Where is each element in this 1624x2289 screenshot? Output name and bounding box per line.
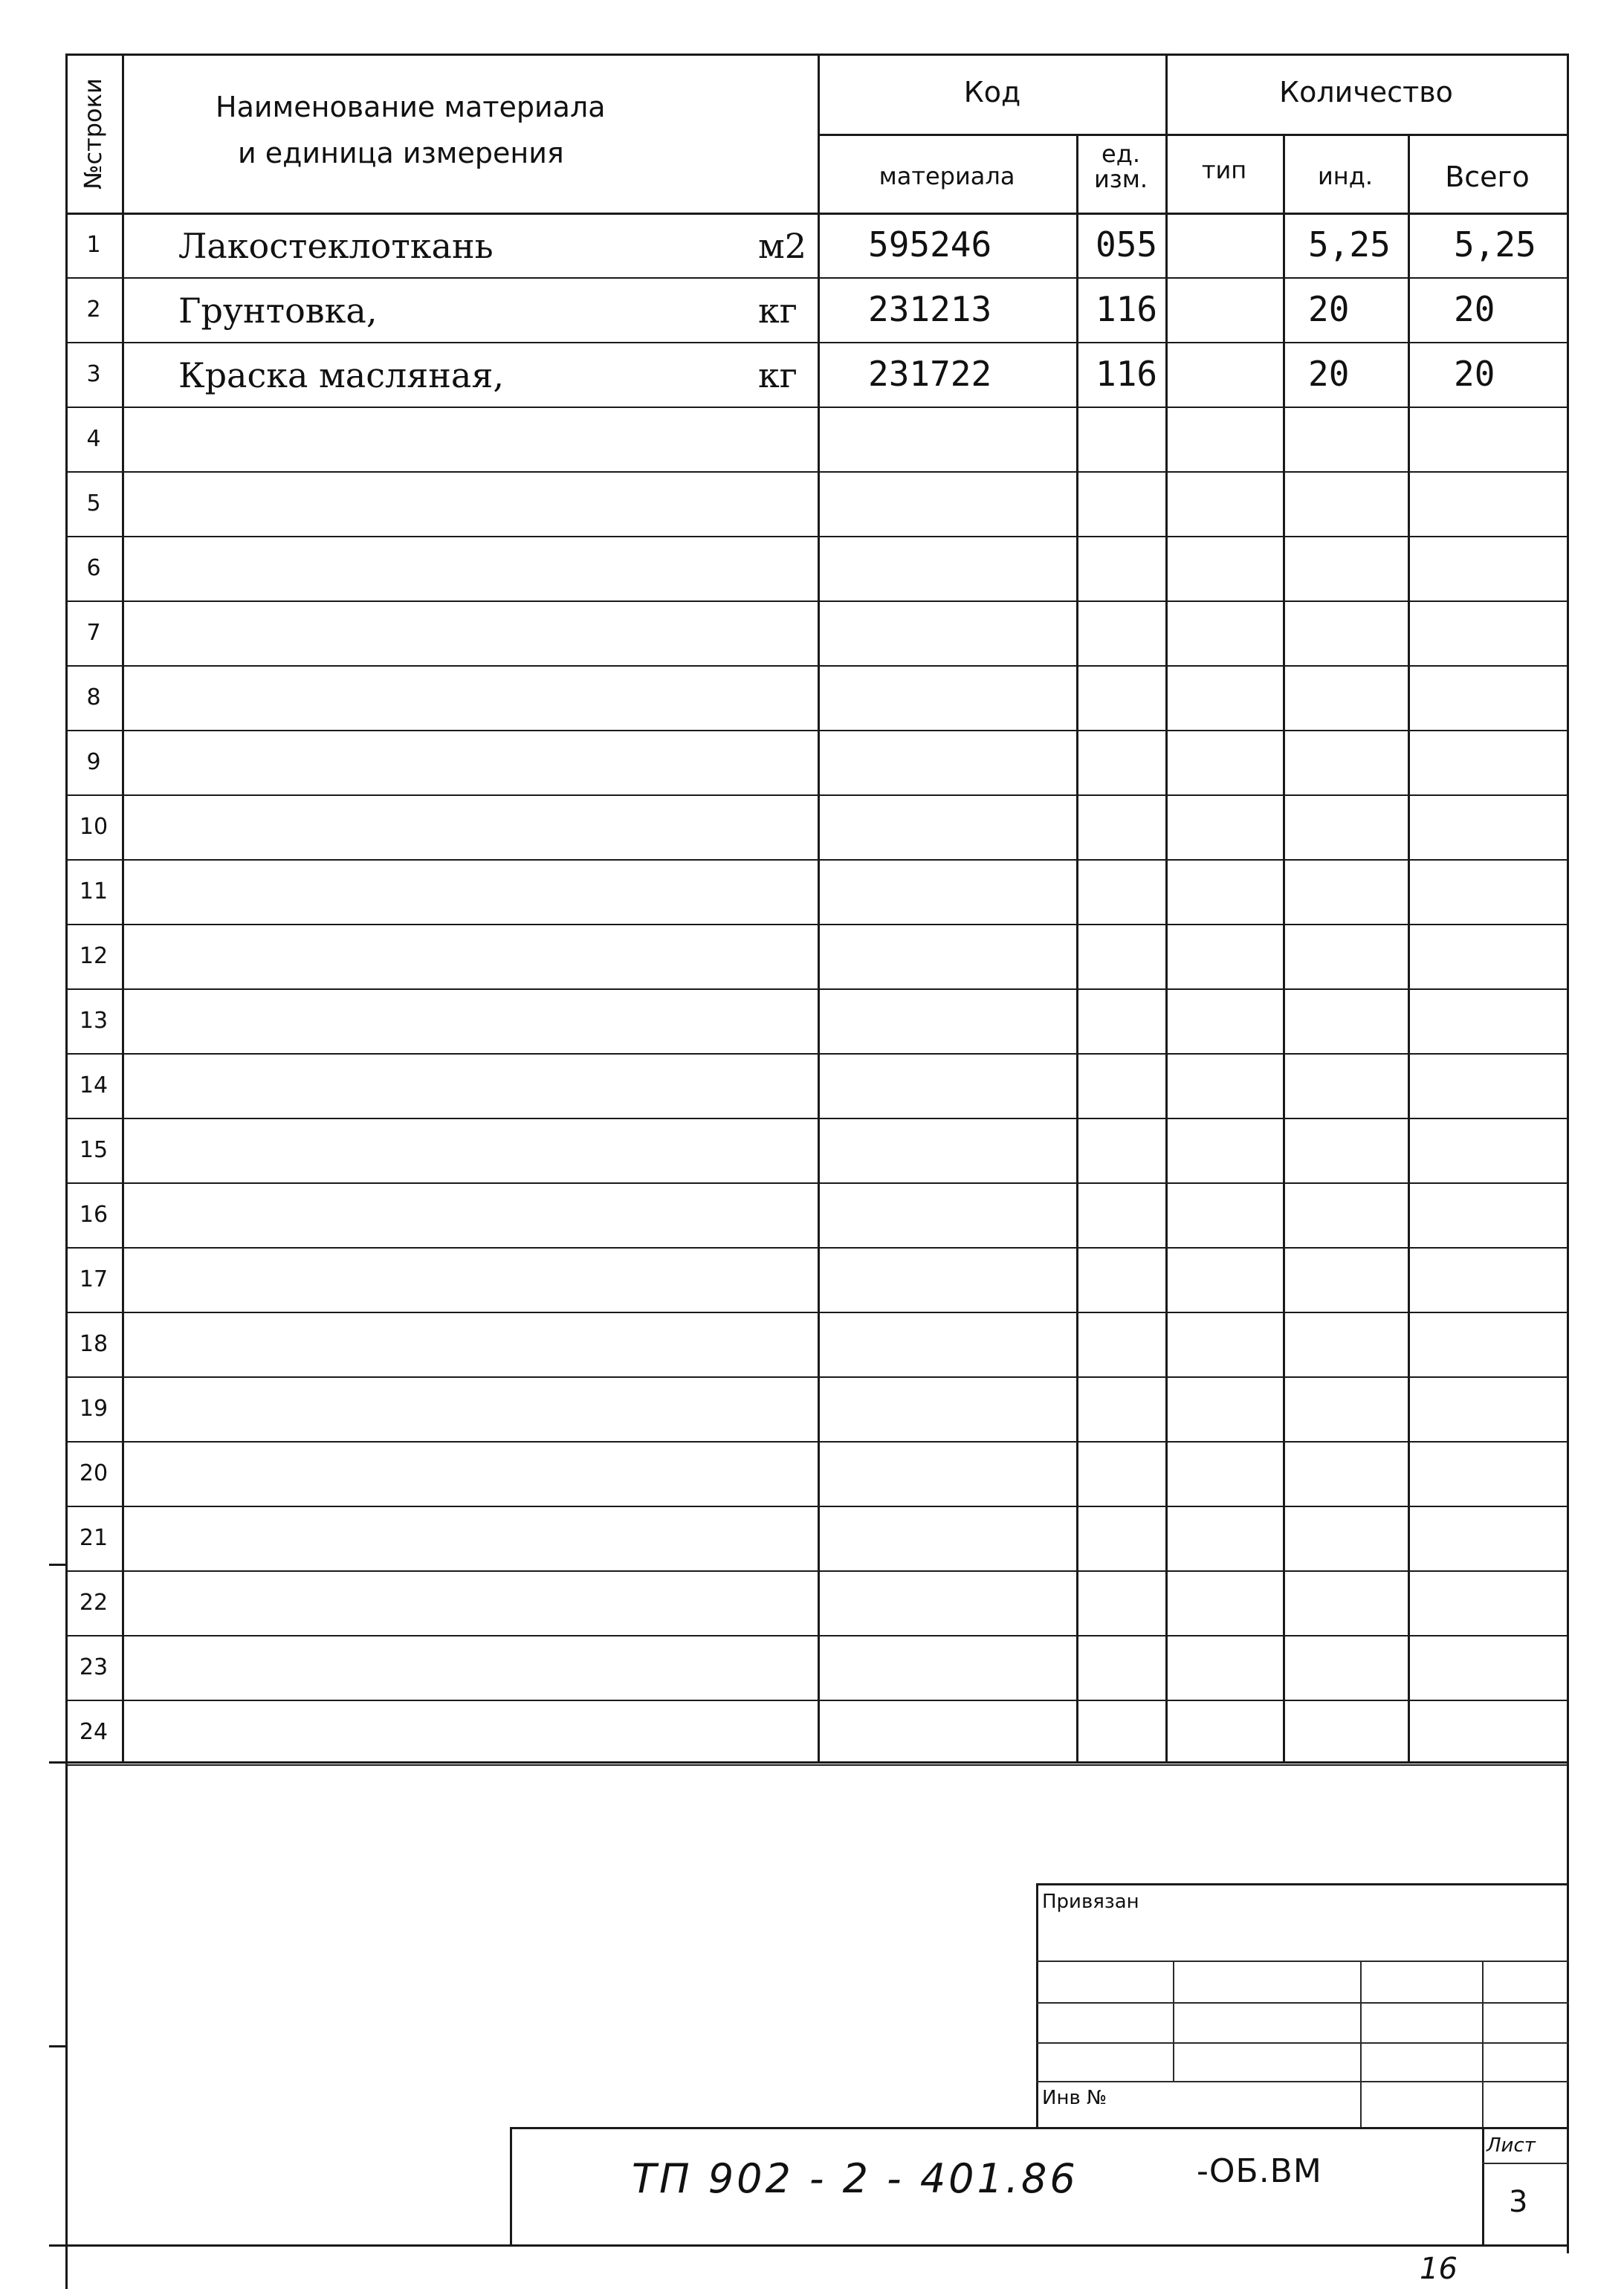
document-designation: ТП 902 - 2 - 401.86 xyxy=(632,2155,1078,2202)
stamp-col-1 xyxy=(1173,1961,1174,2081)
code-divider xyxy=(1076,134,1078,1763)
unit-of-measure: м2 xyxy=(758,226,807,266)
row-separator xyxy=(65,988,1569,990)
page-number: 16 xyxy=(1420,2252,1458,2286)
row-number: 3 xyxy=(86,361,101,387)
row-number: 9 xyxy=(86,749,101,775)
row-number: 23 xyxy=(79,1654,109,1680)
unit-of-measure: кг xyxy=(758,355,798,395)
table-right-border xyxy=(1567,54,1569,2253)
sheet-cell-divider xyxy=(1482,2163,1569,2164)
row-number: 18 xyxy=(79,1331,109,1357)
row-separator xyxy=(65,1312,1569,1313)
title-block-bottom xyxy=(49,2244,1569,2247)
row-separator xyxy=(65,1700,1569,1701)
row-separator xyxy=(65,1764,1569,1766)
margin-tick-bottom xyxy=(49,2045,67,2047)
row-number: 4 xyxy=(86,426,101,452)
row-separator xyxy=(65,407,1569,408)
row-separator xyxy=(65,859,1569,861)
row-separator xyxy=(65,1441,1569,1443)
quantity-ind: 5,25 xyxy=(1308,224,1391,265)
stamp-col-3 xyxy=(1482,1961,1484,2128)
stamp-row-2 xyxy=(1036,2002,1569,2004)
quantity-group-header: Количество xyxy=(1279,76,1453,109)
row-number: 10 xyxy=(79,814,109,840)
row-number: 13 xyxy=(79,1008,109,1034)
row-separator xyxy=(65,1118,1569,1119)
row-separator xyxy=(65,665,1569,667)
row-number: 2 xyxy=(86,297,101,323)
unit-code: 055 xyxy=(1096,224,1158,265)
title-block-left xyxy=(510,2127,512,2246)
stamp-row-3 xyxy=(1036,2042,1569,2044)
row-number: 12 xyxy=(79,943,109,969)
row-number-header: №строки xyxy=(79,78,107,190)
sheet-cell-left xyxy=(1482,2127,1484,2246)
row-separator xyxy=(65,794,1569,796)
row-number: 24 xyxy=(79,1719,109,1745)
material-code-header: материала xyxy=(879,162,1015,190)
row-separator xyxy=(65,730,1569,731)
stamp-row-1 xyxy=(1036,1961,1569,1962)
total-header: Всего xyxy=(1445,161,1530,193)
row-number: 22 xyxy=(79,1590,109,1616)
sheet-label: Лист xyxy=(1486,2134,1536,2157)
stamp-col-2 xyxy=(1360,1961,1362,2128)
quantity-ind: 20 xyxy=(1308,354,1350,394)
table-bottom-line xyxy=(49,1761,1569,1764)
name-header-line1: Наименование материала xyxy=(216,91,606,123)
row-separator xyxy=(65,342,1569,343)
row-number: 17 xyxy=(79,1266,109,1292)
row-separator xyxy=(65,277,1569,279)
row-separator xyxy=(65,536,1569,537)
row-number: 5 xyxy=(86,490,101,517)
quantity-total: 20 xyxy=(1454,289,1495,329)
ind-header: инд. xyxy=(1317,162,1373,190)
header-sub-line xyxy=(818,134,1569,136)
row-separator xyxy=(65,1376,1569,1378)
type-header: тип xyxy=(1201,156,1247,184)
row-separator xyxy=(65,1182,1569,1184)
table-left-border xyxy=(65,54,68,2289)
row-separator xyxy=(65,1053,1569,1055)
margin-tick-top xyxy=(49,1564,67,1566)
quantity-total: 20 xyxy=(1454,354,1495,394)
material-code: 231213 xyxy=(868,289,992,329)
row-number: 8 xyxy=(86,684,101,710)
stamp-attach-left xyxy=(1036,1883,1038,2128)
row-separator xyxy=(65,1635,1569,1636)
row-number: 15 xyxy=(79,1137,109,1163)
code-group-header: Код xyxy=(963,76,1021,109)
row-separator xyxy=(65,1247,1569,1249)
header-bottom-line xyxy=(65,213,1569,215)
sheet-number: 3 xyxy=(1509,2185,1528,2219)
unit-code: 116 xyxy=(1096,354,1158,394)
ind-divider xyxy=(1408,134,1410,1763)
material-name: Грунтовка, xyxy=(178,291,378,331)
stamp-attach-top xyxy=(1036,1883,1569,1885)
unit-code: 116 xyxy=(1096,289,1158,329)
row-number: 20 xyxy=(79,1460,109,1486)
row-number: 6 xyxy=(86,555,101,581)
title-block-top xyxy=(510,2127,1569,2129)
row-separator xyxy=(65,471,1569,473)
row-separator xyxy=(65,1506,1569,1507)
row-number: 11 xyxy=(79,878,109,904)
row-separator xyxy=(65,600,1569,602)
row-number: 21 xyxy=(79,1525,109,1551)
name-header-line2: и единица измерения xyxy=(238,137,564,169)
attached-label: Привязан xyxy=(1042,1891,1139,1913)
inventory-number-label: Инв № xyxy=(1042,2087,1107,2109)
row-number: 19 xyxy=(79,1396,109,1422)
material-name: Краска масляная, xyxy=(178,355,504,395)
material-code: 595246 xyxy=(868,224,992,265)
material-code: 231722 xyxy=(868,354,992,394)
stamp-row-4 xyxy=(1036,2081,1569,2082)
document-suffix: -ОБ.ВМ xyxy=(1197,2152,1322,2190)
row-number: 7 xyxy=(86,620,101,646)
quantity-total: 5,25 xyxy=(1454,224,1536,265)
unit-of-measure: кг xyxy=(758,291,798,331)
row-separator xyxy=(65,1570,1569,1572)
table-top-border xyxy=(65,54,1569,56)
row-number: 14 xyxy=(79,1072,109,1098)
type-divider xyxy=(1283,134,1285,1763)
row-number: 16 xyxy=(79,1202,109,1228)
quantity-ind: 20 xyxy=(1308,289,1350,329)
unit-code-header: ед. изм. xyxy=(1093,140,1148,193)
row-number: 1 xyxy=(86,232,101,258)
row-separator xyxy=(65,924,1569,925)
material-name: Лакостеклоткань xyxy=(178,226,494,266)
